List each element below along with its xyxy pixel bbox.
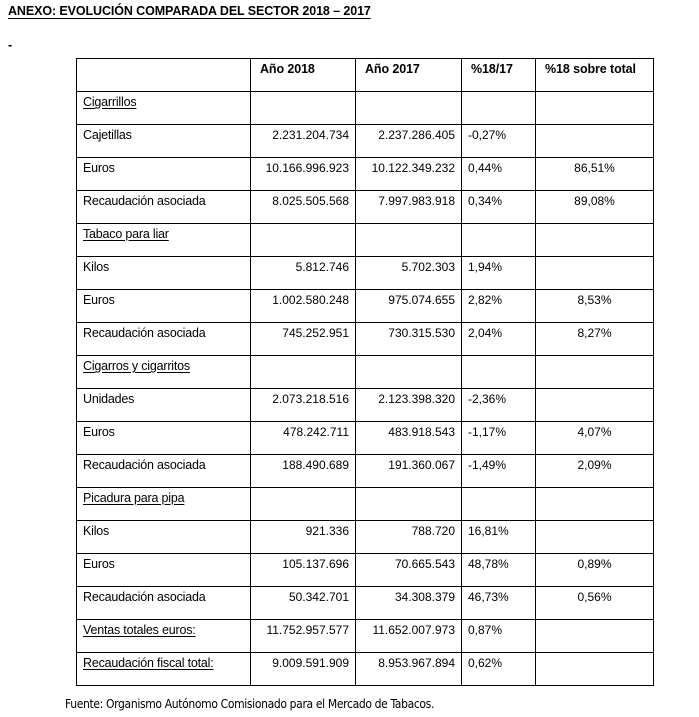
row-section-label: Cigarros y cigarritos <box>77 356 251 389</box>
cell-2017 <box>356 92 462 125</box>
cell-2017: 2.123.398.320 <box>356 389 462 422</box>
cell-pct-share: 2,09% <box>536 455 654 488</box>
cell-pct-share: 8,53% <box>536 290 654 323</box>
cell-pct-change: 0,62% <box>462 653 536 686</box>
row-item-label: Recaudación asociada <box>77 455 251 488</box>
cell-2017: 8.953.967.894 <box>356 653 462 686</box>
cell-pct-share: 8,27% <box>536 323 654 356</box>
cell-2017: 11.652.007.973 <box>356 620 462 653</box>
cell-pct-share <box>536 620 654 653</box>
table-row <box>77 92 654 125</box>
cell-pct-change: 2,04% <box>462 323 536 356</box>
cell-2018: 478.242.711 <box>251 422 356 455</box>
row-section-label: Cigarrillos <box>77 92 251 125</box>
table-row <box>77 158 654 191</box>
row-item-label: Euros <box>77 422 251 455</box>
row-total-label: Recaudación fiscal total: <box>77 653 251 686</box>
cell-pct-change <box>462 356 536 389</box>
cell-2017: 2.237.286.405 <box>356 125 462 158</box>
column-header-pct-change: %18/17 <box>462 59 536 92</box>
table-row <box>77 422 654 455</box>
cell-pct-share <box>536 488 654 521</box>
cell-pct-change: 2,82% <box>462 290 536 323</box>
cell-pct-share: 0,56% <box>536 587 654 620</box>
cell-pct-change: 0,34% <box>462 191 536 224</box>
row-item-label: Kilos <box>77 521 251 554</box>
cell-2017 <box>356 488 462 521</box>
sector-comparison-table <box>76 58 654 686</box>
cell-2018: 745.252.951 <box>251 323 356 356</box>
table-header <box>77 59 654 92</box>
cell-2017: 70.665.543 <box>356 554 462 587</box>
cell-pct-change: 48,78% <box>462 554 536 587</box>
cell-2018: 2.231.204.734 <box>251 125 356 158</box>
column-header-2017: Año 2017 <box>356 59 462 92</box>
cell-pct-change: 0,44% <box>462 158 536 191</box>
cell-pct-change <box>462 224 536 257</box>
table-header-row <box>77 59 654 92</box>
cell-2018: 1.002.580.248 <box>251 290 356 323</box>
cell-2017: 730.315.530 <box>356 323 462 356</box>
table-row <box>77 455 654 488</box>
cell-2018: 2.073.218.516 <box>251 389 356 422</box>
cell-pct-change: 1,94% <box>462 257 536 290</box>
cell-2017 <box>356 356 462 389</box>
column-header-2018: Año 2018 <box>251 59 356 92</box>
cell-2018: 11.752.957.577 <box>251 620 356 653</box>
cell-2018: 188.490.689 <box>251 455 356 488</box>
cell-2017: 483.918.543 <box>356 422 462 455</box>
title-dash-marker: - <box>8 38 13 52</box>
cell-2018: 8.025.505.568 <box>251 191 356 224</box>
cell-2018: 105.137.696 <box>251 554 356 587</box>
cell-pct-share: 86,51% <box>536 158 654 191</box>
page-title: ANEXO: EVOLUCIÓN COMPARADA DEL SECTOR 2018 – 2017 <box>8 4 371 18</box>
cell-2018: 5.812.746 <box>251 257 356 290</box>
cell-pct-change: 16,81% <box>462 521 536 554</box>
row-section-label: Picadura para pipa <box>77 488 251 521</box>
cell-pct-share <box>536 653 654 686</box>
cell-pct-change: -1,49% <box>462 455 536 488</box>
cell-2017: 5.702.303 <box>356 257 462 290</box>
table-row <box>77 587 654 620</box>
cell-2018 <box>251 356 356 389</box>
cell-2017: 10.122.349.232 <box>356 158 462 191</box>
cell-pct-change: -2,36% <box>462 389 536 422</box>
cell-2017: 975.074.655 <box>356 290 462 323</box>
row-section-label: Tabaco para liar <box>77 224 251 257</box>
cell-2018: 50.342.701 <box>251 587 356 620</box>
cell-2018: 9.009.591.909 <box>251 653 356 686</box>
row-item-label: Recaudación asociada <box>77 587 251 620</box>
cell-2018 <box>251 488 356 521</box>
cell-pct-share <box>536 356 654 389</box>
row-item-label: Euros <box>77 158 251 191</box>
cell-2017: 7.997.983.918 <box>356 191 462 224</box>
table-row <box>77 290 654 323</box>
table-row <box>77 521 654 554</box>
row-item-label: Euros <box>77 290 251 323</box>
cell-2017: 788.720 <box>356 521 462 554</box>
cell-pct-share <box>536 224 654 257</box>
cell-pct-share <box>536 257 654 290</box>
cell-2017 <box>356 224 462 257</box>
cell-2017: 191.360.067 <box>356 455 462 488</box>
table-row <box>77 620 654 653</box>
table-row <box>77 488 654 521</box>
cell-pct-share: 89,08% <box>536 191 654 224</box>
row-item-label: Euros <box>77 554 251 587</box>
cell-pct-share <box>536 92 654 125</box>
row-item-label: Unidades <box>77 389 251 422</box>
table-row <box>77 653 654 686</box>
table-row <box>77 356 654 389</box>
cell-2018 <box>251 224 356 257</box>
column-header-pct-share: %18 sobre total <box>536 59 654 92</box>
cell-2017: 34.308.379 <box>356 587 462 620</box>
cell-pct-share <box>536 521 654 554</box>
cell-pct-share: 0,89% <box>536 554 654 587</box>
row-item-label: Recaudación asociada <box>77 191 251 224</box>
cell-pct-share <box>536 389 654 422</box>
row-item-label: Kilos <box>77 257 251 290</box>
cell-pct-change <box>462 488 536 521</box>
cell-2018: 921.336 <box>251 521 356 554</box>
cell-pct-share <box>536 125 654 158</box>
cell-pct-change: 0,87% <box>462 620 536 653</box>
cell-2018 <box>251 92 356 125</box>
table-row <box>77 554 654 587</box>
table-row <box>77 191 654 224</box>
row-item-label: Recaudación asociada <box>77 323 251 356</box>
table-row <box>77 257 654 290</box>
source-note: Fuente: Organismo Autónomo Comisionado para el Mercado de Tabacos. <box>65 697 435 711</box>
table-row <box>77 125 654 158</box>
table-body <box>77 92 654 686</box>
cell-pct-change: -1,17% <box>462 422 536 455</box>
cell-2018: 10.166.996.923 <box>251 158 356 191</box>
column-header-label <box>77 59 251 92</box>
table-row <box>77 323 654 356</box>
cell-pct-change: -0,27% <box>462 125 536 158</box>
cell-pct-share: 4,07% <box>536 422 654 455</box>
table-row <box>77 224 654 257</box>
cell-pct-change <box>462 92 536 125</box>
row-total-label: Ventas totales euros: <box>77 620 251 653</box>
table-row <box>77 389 654 422</box>
row-item-label: Cajetillas <box>77 125 251 158</box>
cell-pct-change: 46,73% <box>462 587 536 620</box>
